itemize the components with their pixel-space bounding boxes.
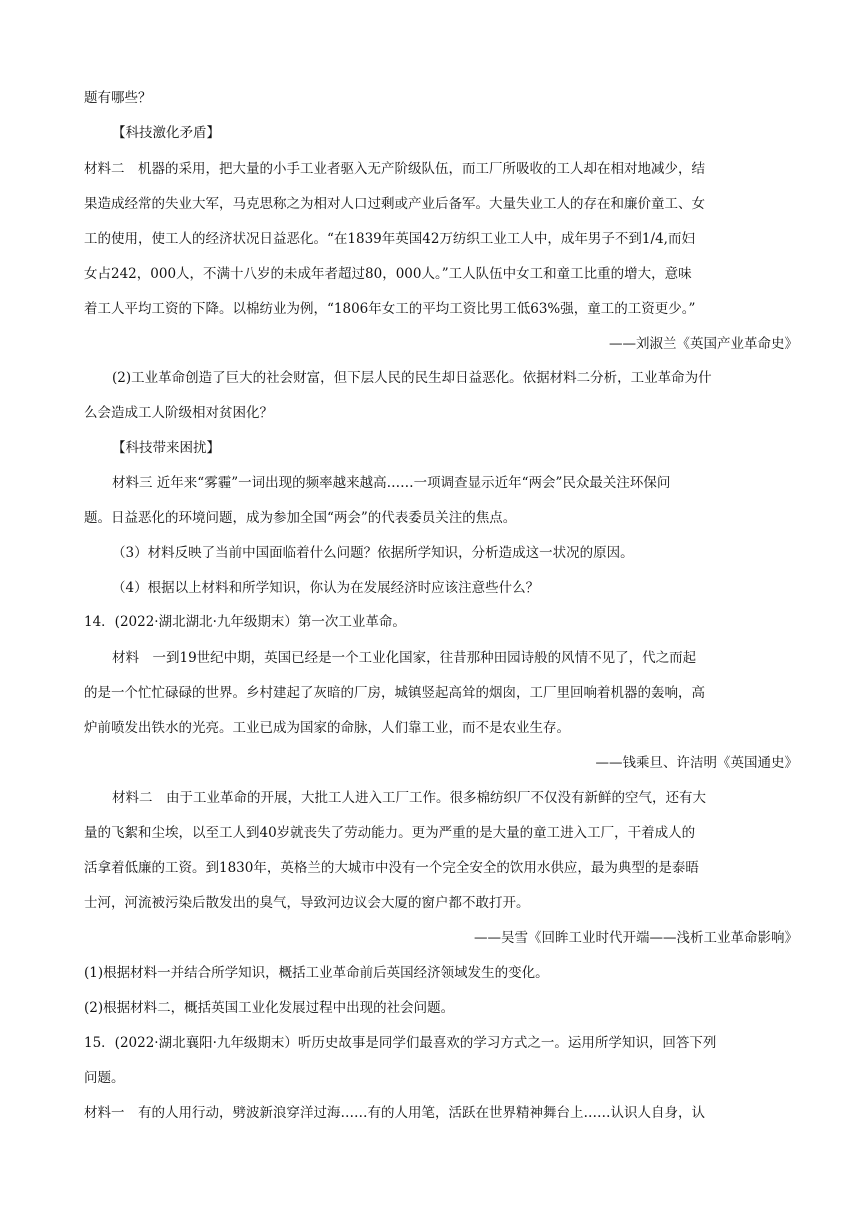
section-heading: 【科技带来困扰】: [112, 440, 220, 456]
source-citation: ——钱乘旦、许洁明《英国通史》: [595, 755, 798, 771]
question-text: (2)根据材料二，概括英国工业化发展过程中出现的社会问题。: [84, 1000, 455, 1016]
paragraph-line: 量的飞絮和尘埃，以至工人到40岁就丧失了劳动能力。更为严重的是大量的童工进入工厂，干着成人的: [84, 825, 696, 841]
paragraph-line: 的是一个忙忙碌碌的世界。乡村建起了灰暗的厂房，城镇竖起高耸的烟囱，工厂里回响着机器的轰响，高: [84, 685, 705, 701]
paragraph-line: 材料二 机器的采用，把大量的小手工业者驱入无产阶级队伍，而工厂所吸收的工人却在相对地减少，结: [84, 161, 705, 177]
paragraph-line: 工的使用，使工人的经济状况日益恶化。“在1839年英国42万纺织工业工人中，成年男子不到1/4,而妇: [84, 231, 695, 247]
section-heading: 【科技激化矛盾】: [112, 125, 220, 141]
paragraph-line: 材料一 有的人用行动，劈波新浪穿洋过海……有的人用笔，活跃在世界精神舞台上……认识人自身，认: [84, 1105, 705, 1121]
source-citation: ——吴雪《回眸工业时代开端——浅析工业革命影响》: [474, 930, 798, 946]
paragraph-line: 果造成经常的失业大军，马克思称之为相对人口过剩或产业后备军。大量失业工人的存在和廉价童工、女: [84, 196, 705, 212]
source-citation: ——刘淑兰《英国产业革命史》: [609, 336, 798, 352]
paragraph-line: 材料 一到19世纪中期，英国已经是一个工业化国家，往昔那种田园诗般的风情不见了，代之而起: [112, 650, 697, 666]
question-text: (1)根据材料一并结合所学知识，概括工业革命前后英国经济领域发生的变化。: [84, 965, 549, 981]
paragraph-line: 题。日益恶化的环境问题，成为参加全国“两会”的代表委员关注的焦点。: [84, 510, 517, 526]
question-intro-tail: 题有哪些？: [84, 90, 152, 106]
paragraph-line: 着工人平均工资的下降。以棉纺业为例，“1806年女工的平均工资比男工低63%强，童工的工资更少。”: [84, 301, 696, 317]
question-heading: 15．(2022·湖北襄阳·九年级期末）听历史故事是同学们最喜欢的学习方式之一。运用所学知识，回答下列: [84, 1035, 717, 1051]
question-text: （4）根据以上材料和所学知识，你认为在发展经济时应该注意些什么？: [112, 580, 540, 596]
question-text: 么会造成工人阶级相对贫困化？: [84, 405, 273, 421]
paragraph-line: 活拿着低廉的工资。到1830年，英格兰的大城市中没有一个完全安全的饮用水供应，最为典型的是泰晤: [84, 860, 699, 876]
question-text: （3）材料反映了当前中国面临着什么问题？依据所学知识，分析造成这一状况的原因。: [112, 545, 634, 561]
question-heading: 问题。: [84, 1070, 125, 1086]
paragraph-line: 材料二 由于工业革命的开展，大批工人进入工厂工作。很多棉纺织厂不仅没有新鲜的空气，还有大: [112, 790, 706, 806]
question-heading: 14．(2022·湖北湖北·九年级期末）第一次工业革命。: [84, 614, 406, 630]
paragraph-line: 士河，河流被污染后散发出的臭气，导致河边议会大厦的窗户都不敢打开。: [84, 895, 530, 911]
paragraph-line: 女占242，000人，不满十八岁的未成年者超过80，000人。”工人队伍中女工和童工比重的增大，意味: [84, 266, 692, 282]
paragraph-line: 材料三 近年来“雾霾”一词出现的频率越来越高……一项调查显示近年“两会”民众最关注环保问: [112, 475, 671, 491]
paragraph-line: 炉前喷发出铁水的光亮。工业已成为国家的命脉，人们靠工业，而不是农业生存。: [84, 720, 570, 736]
question-text: (2)工业革命创造了巨大的社会财富，但下层人民的民生却日益恶化。依据材料二分析，工业革命为什: [112, 370, 712, 386]
